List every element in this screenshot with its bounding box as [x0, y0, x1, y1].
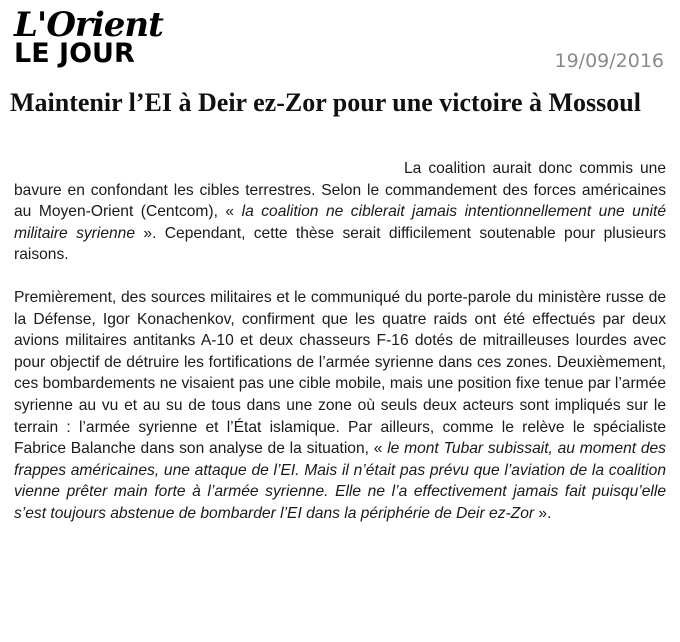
newspaper-logo: [14, 5, 174, 69]
paragraph-1-text-a: La coalition aurait donc commis une bavure en confondant les cibles terrestres. Selon le commandement des forces américaines au Moyen-Orient (Centcom), «: [14, 160, 666, 221]
paragraph-2: [14, 287, 666, 525]
publication-date: 19/09/2016: [554, 50, 664, 72]
logo-line-2: LE JOUR: [14, 38, 135, 69]
article-title: Maintenir l’EI à Deir ez-Zor pour une victoire à Mossoul: [10, 88, 641, 117]
paragraph-2-text-a: Premièrement, des sources militaires et le communiqué du porte-parole du ministère russe de la Défense, Igor Konachenkov, confirment que les quatre raids ont été effectués par deux avions militaires antitanks A-10 et deux chasseurs F-16 dotés de mitrailleuses lourdes avec pour objectif de détruire les fortifications de l’armée syrienne dans ces zones. Deuxièmement, ces bombardements ne visaient pas une cible mobile, mais une position fixe tenue par l’armée syrienne au vu et au su de tous dans une zone où seuls deux acteurs sont impliqués sur le terrain : l’armée syrienne et l’État islamique. Par ailleurs, comme le relève le spécialiste Fabrice Balanche dans son analyse de la situation, «: [14, 288, 666, 458]
paragraph-2-text-b: ».: [534, 504, 552, 522]
article-body: [14, 158, 666, 546]
paragraph-1: [14, 158, 666, 266]
paragraph-1-text-b: ». Cependant, cette thèse serait difficilement soutenable pour plusieurs raisons.: [14, 224, 666, 264]
logo-line-1: L'Orient: [14, 5, 163, 45]
paragraph-2-quote: le mont Tubar subissait, au moment des frappes américaines, une attaque de l’EI. Mais il n’était pas prévu que l’aviation de la coalition vienne prêter main forte à l’armée syrienne. Elle ne l’a effectivement jamais fait puisqu’elle s’est toujours abstenue de bombarder l’EI dans la périphérie de Deir ez-Zor: [14, 440, 666, 522]
paragraph-1-quote: la coalition ne ciblerait jamais intentionnellement une unité militaire syrienne: [14, 203, 666, 242]
